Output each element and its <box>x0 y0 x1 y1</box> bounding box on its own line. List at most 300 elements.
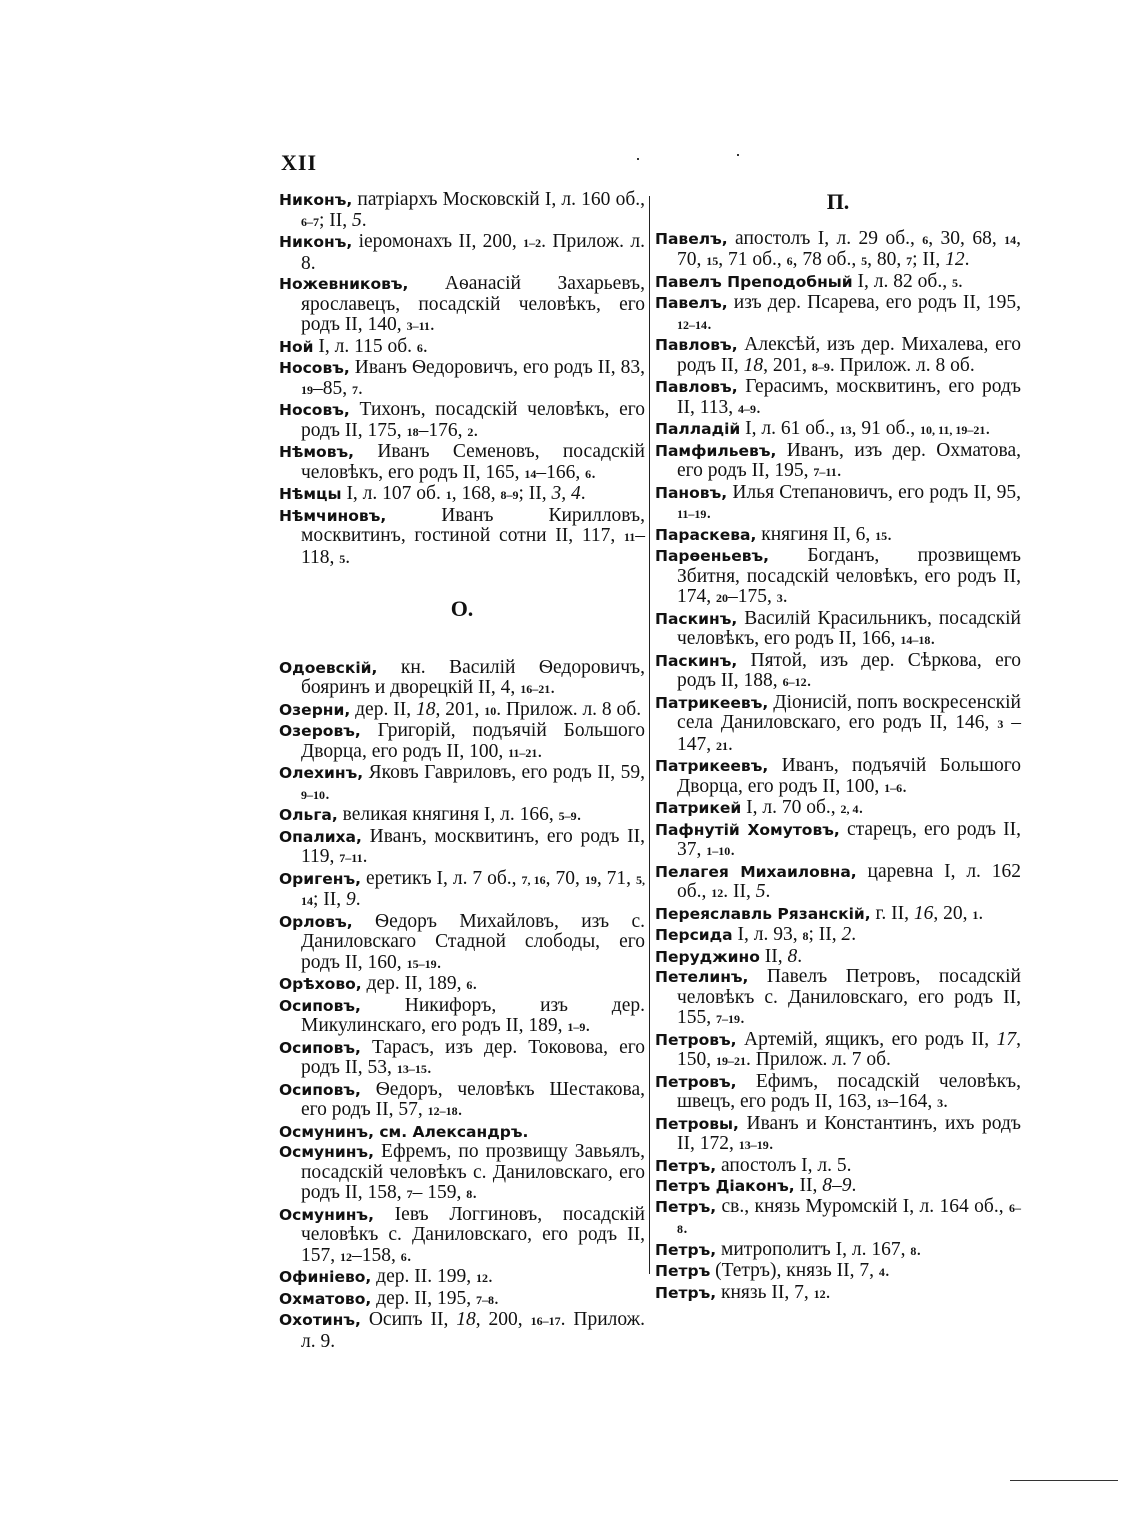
entry-text: . <box>730 839 736 860</box>
line-reference: 1–9 <box>567 1020 586 1034</box>
line-reference: 3–11 <box>406 319 430 333</box>
index-entry <box>279 1289 645 1311</box>
line-reference: 7 <box>352 382 358 397</box>
index-entry <box>655 272 1021 294</box>
entry-headword: Ножевниковъ, <box>279 275 409 293</box>
entry-headword: Опалиха, <box>279 827 362 846</box>
entry-text: , 20, <box>933 902 973 924</box>
entry-text: . <box>851 1175 857 1196</box>
line-reference: 2, 4 <box>840 802 859 816</box>
entry-text: . Прилож. л. 8 об. <box>496 698 642 720</box>
page-reference: 9 <box>346 889 356 910</box>
entry-headword: Пафнутій Хомутовъ, <box>655 820 840 839</box>
left-column <box>279 190 645 1352</box>
entry-text: . <box>426 1057 432 1078</box>
index-entry <box>279 337 645 359</box>
entry-headword: Осмунинъ, <box>279 1205 374 1224</box>
entry-text: I, л. 107 об. <box>341 483 446 504</box>
entry-text: . <box>943 1091 949 1112</box>
index-entry <box>279 658 645 700</box>
entry-text: . <box>436 951 442 973</box>
entry-text: Иванъ Кирилловъ, москвитинъ, гостиной сотни II, 117, <box>301 504 645 546</box>
entry-text: изъ дер. Псарева, его родъ II, 195, <box>727 292 1021 313</box>
line-reference: 20 <box>716 591 728 605</box>
print-speck <box>737 154 739 156</box>
entry-text: Осипъ II, <box>360 1309 457 1330</box>
entry-text: (Тетръ), князь II, 7, <box>710 1260 879 1281</box>
index-entry <box>279 805 645 827</box>
index-entry <box>279 1122 645 1143</box>
entry-text: . <box>580 483 586 504</box>
line-reference: 6 <box>416 340 423 355</box>
line-reference: 8–9 <box>500 488 519 502</box>
line-reference: 6 <box>585 466 592 481</box>
entry-text: . <box>964 249 970 270</box>
section-letter-p: П. <box>826 189 850 214</box>
line-reference: 5 <box>951 275 958 290</box>
entry-text: Иванъ Семеновъ, посадскій человѣкъ, его родъ II, 165, <box>301 441 645 483</box>
page-reference: 16 <box>913 902 934 924</box>
index-entry <box>279 190 645 232</box>
entry-headword: Параскева, <box>655 525 757 544</box>
entry-headword: Орловъ, <box>279 912 353 931</box>
entry-headword: Осиповъ, <box>279 996 361 1015</box>
line-reference: 8 <box>802 929 809 943</box>
line-reference: 5, 14 <box>301 872 645 908</box>
line-reference: 6 <box>400 1249 407 1264</box>
entry-text: – 147, <box>677 712 1021 755</box>
line-reference: 7 <box>906 254 913 268</box>
line-reference: 3 <box>997 717 1004 731</box>
line-reference: 11 <box>623 530 636 544</box>
entry-text: , 71, <box>596 867 636 889</box>
entry-headword: Палладій <box>655 420 741 438</box>
entry-text: старецъ, его родъ II, 37, <box>677 818 1022 860</box>
entry-headword: Павловъ, <box>655 378 738 396</box>
index-entry <box>655 1072 1021 1114</box>
line-reference: 5 <box>861 254 868 268</box>
index-entry <box>655 293 1021 335</box>
entry-text: II, <box>794 1175 823 1196</box>
entry-text: I, л. 82 об., <box>852 270 952 292</box>
line-reference: 15 <box>706 254 719 268</box>
line-reference: 16–17 <box>530 1314 561 1328</box>
entry-headword: Переяславль Рязанскій, <box>655 904 871 923</box>
line-reference: 13 <box>839 423 852 437</box>
entry-headword: Никонъ, <box>279 191 353 209</box>
entry-text: . <box>422 335 428 357</box>
entry-headword: Перуджино <box>655 947 760 966</box>
entry-text: Діонисій, попъ воскресенскій села Даниловскаго, его родъ II, 146, <box>677 691 1021 733</box>
entry-text: дер. II, <box>350 698 416 720</box>
entry-text: апостолъ I, л. 5. <box>716 1154 852 1176</box>
index-entry <box>655 377 1021 419</box>
entry-text: . <box>472 973 478 994</box>
entry-text: Никифоръ, изъ дер. Микулинскаго, его родъ II, 189, <box>301 994 645 1036</box>
entry-headword: Павелъ Преподобный <box>655 272 853 291</box>
entry-text: Алексѣй, изъ дер. Михалева, его родъ II, <box>677 334 1021 376</box>
entry-text: . <box>585 1015 591 1036</box>
entry-headword: Паскинъ, <box>655 609 738 628</box>
entry-headword: Павловъ, <box>655 336 738 354</box>
index-entry <box>279 1267 645 1289</box>
index-entry <box>655 820 1021 862</box>
entry-text: ; II, <box>518 483 552 504</box>
entry-text: царевна I, л. 162 об., <box>677 860 1021 902</box>
index-entry <box>279 869 645 912</box>
line-reference: 12 <box>476 1271 488 1285</box>
index-entry <box>279 358 645 400</box>
entry-text: . Прилож. л. 8. <box>301 231 645 274</box>
entry-headword: Петръ, <box>655 1156 717 1175</box>
entry-headword: Нѣмовъ, <box>279 443 355 461</box>
entry-headword: Оригенъ, <box>279 869 361 888</box>
entry-text: Богданъ, прозвищемъ Збитня, посадскій человѣкъ, его родъ II, 174, <box>677 545 1021 607</box>
index-entry <box>655 335 1021 377</box>
entry-text: митрополитъ I, л. 167, <box>716 1238 911 1260</box>
entry-text: . <box>493 1287 499 1309</box>
index-entry <box>279 700 645 722</box>
index-entry <box>655 798 1021 820</box>
entry-text: Иванъ, изъ дер. Охматова, его родъ II, 195, <box>677 439 1021 481</box>
index-entry <box>655 1176 1021 1197</box>
line-reference: 11–21 <box>508 745 538 760</box>
entry-text: –176, <box>418 419 468 441</box>
entry-headword: Осиповъ, <box>279 1080 361 1099</box>
entry-text: . <box>858 797 864 818</box>
line-reference: 12 <box>340 1249 352 1264</box>
line-reference: 9–10 <box>301 787 325 802</box>
entry-text: . <box>550 677 556 698</box>
entry-headword: Парѳеньевъ, <box>655 547 770 565</box>
entry-text: . <box>902 775 907 797</box>
page-reference: 5 <box>352 209 362 231</box>
index-entry <box>655 609 1021 651</box>
index-entry <box>655 1283 1021 1305</box>
entry-headword: Олехинъ, <box>279 764 364 782</box>
entry-text: . <box>457 1099 463 1120</box>
page-reference: 2 <box>841 924 852 945</box>
entry-text: , 91 об., <box>851 418 920 439</box>
entry-text: Илья Степановичъ, его родъ II, 95, <box>727 481 1021 503</box>
line-reference: 6 <box>922 232 929 247</box>
index-entry <box>279 1205 645 1268</box>
index-entry <box>279 1038 645 1080</box>
section-letter-o: О. <box>450 596 474 621</box>
line-reference: 14–18 <box>900 633 931 647</box>
entry-text: ; II, <box>319 209 353 231</box>
line-reference: 6 <box>786 254 793 268</box>
entry-headword: Ольга, <box>279 806 338 824</box>
line-reference: 5 <box>339 551 346 566</box>
line-reference: 13–19 <box>738 1138 769 1152</box>
entry-text: –164, <box>888 1091 938 1112</box>
entry-text: , 78 об., <box>792 249 862 270</box>
line-reference: 8–9 <box>811 359 830 374</box>
entry-text: . <box>355 889 361 910</box>
line-reference: 4–9 <box>738 401 757 416</box>
entry-text: . <box>361 209 367 231</box>
line-reference: 15 <box>875 528 888 543</box>
page-reference: 17 <box>996 1028 1017 1050</box>
entry-text: . <box>537 740 543 762</box>
entry-headword: Орѣхово, <box>279 975 362 993</box>
index-entry <box>279 912 645 975</box>
entry-list-o <box>279 658 645 1353</box>
entry-text: іеромонахъ II, 200, <box>352 231 524 252</box>
entry-text: ; II, <box>313 889 347 910</box>
entry-text: . <box>836 460 842 481</box>
line-reference: 14 <box>1004 232 1017 247</box>
entry-text: Ефремъ, по прозвищу Завьялъ, посадскій человѣкъ с. Даниловскаго, его родъ II, 158, <box>301 1141 645 1203</box>
index-entry <box>279 763 645 805</box>
entry-text: Иванъ, москвитинъ, его родъ II, 119, <box>301 825 645 867</box>
entry-text: . <box>406 1244 412 1266</box>
entry-text: Ѳедоръ Михайловъ, изъ с. Даниловскаго Стадной слободы, его родъ II, 160, <box>301 910 645 973</box>
line-reference: 1–6 <box>884 780 903 795</box>
index-entry <box>655 419 1021 441</box>
entry-text: . <box>768 1133 774 1154</box>
entry-text: Григорій, подъячій Большого Дворца, его родъ II, 100, <box>301 720 645 762</box>
entry-text: –158, <box>352 1244 401 1266</box>
entry-headword: Петръ <box>655 1262 711 1280</box>
line-reference: 1–10 <box>706 844 731 858</box>
page-number: XII <box>281 150 318 175</box>
entry-text: . <box>325 782 330 804</box>
entry-list-n <box>279 190 645 569</box>
entry-headword: Павелъ, <box>655 229 728 248</box>
line-reference: 6–12 <box>782 675 807 689</box>
entry-list-p <box>655 229 1021 1305</box>
entry-headword: Озеровъ, <box>279 722 361 740</box>
entry-text: –85, <box>313 377 352 399</box>
index-entry <box>655 756 1021 798</box>
index-entry <box>279 484 645 506</box>
entry-headword: Осмунинъ, см. Александръ. <box>279 1122 529 1141</box>
entry-headword: Озерни, <box>279 700 351 719</box>
index-entry <box>279 1080 645 1122</box>
entry-headword: Петровъ, <box>655 1030 737 1049</box>
entry-text: патріархъ Московскій I, л. 160 об., <box>352 189 645 210</box>
line-reference: 10 <box>484 703 497 718</box>
entry-headword: Нѣмчиновъ, <box>279 506 387 525</box>
entry-text: , 201, <box>435 698 485 720</box>
entry-text: , 71 об., <box>718 249 787 270</box>
entry-headword: Офиніево, <box>279 1268 372 1286</box>
entry-text: св., князь Муромскій I, л. 164 об., <box>716 1195 1009 1217</box>
entry-text: – 159, <box>412 1182 467 1203</box>
entry-text: . <box>806 670 812 691</box>
entry-text: . <box>825 1281 831 1303</box>
line-reference: 1 <box>445 488 452 502</box>
entry-text: князь II, 7, <box>716 1281 814 1303</box>
line-reference: 7–11 <box>339 851 363 865</box>
line-reference: 8 <box>466 1187 473 1201</box>
entry-text: . <box>345 546 351 568</box>
entry-headword: Патрикеевъ, <box>655 693 769 712</box>
line-reference: 7–19 <box>716 1012 740 1026</box>
index-entry <box>655 1240 1021 1262</box>
entry-text: . <box>765 881 771 902</box>
index-entry <box>655 967 1021 1030</box>
entry-text: Василій Красильникъ, посадскій человѣкъ, его родъ II, 166, <box>677 607 1021 649</box>
line-reference: 10, 11, 19–21 <box>920 423 986 437</box>
entry-headword: Петръ Діаконъ, <box>655 1177 795 1195</box>
entry-text: . <box>740 1007 745 1028</box>
index-entry <box>655 693 1021 757</box>
entry-text: –166, <box>536 461 586 483</box>
index-entry <box>279 274 645 337</box>
line-reference: 8 <box>910 1243 917 1258</box>
entry-text: ; II, <box>912 249 946 270</box>
entry-text: Артемій, ящикъ, его родъ II, <box>736 1028 997 1050</box>
index-entry <box>279 506 645 570</box>
line-reference: 7–11 <box>813 465 837 479</box>
entry-text: , 80, <box>867 249 907 270</box>
entry-text: . <box>706 502 712 523</box>
entry-headword: Патрикей <box>655 799 742 817</box>
entry-headword: Пелагея Михаиловна, <box>655 862 857 881</box>
entry-text: . <box>488 1266 493 1287</box>
line-reference: 12–14 <box>677 317 707 332</box>
entry-text: –118, <box>301 525 645 568</box>
entry-headword: Ной <box>279 337 314 356</box>
entry-text: . <box>930 628 936 649</box>
index-entry <box>279 400 645 442</box>
entry-headword: Петровы, <box>655 1114 739 1133</box>
entry-text: ; II, <box>808 924 842 945</box>
entry-text: , 70, <box>545 867 585 889</box>
index-entry <box>279 721 645 763</box>
entry-text: . <box>473 419 479 441</box>
page-reference: 18 <box>743 354 764 376</box>
entry-text: . <box>707 312 712 334</box>
entry-text: еретикъ I, л. 7 об., <box>361 867 522 889</box>
index-entry <box>655 651 1021 693</box>
index-entry <box>279 996 645 1038</box>
entry-text: кн. Василій Ѳедоровичъ, бояринъ и дворецкій II, 4, <box>301 656 645 698</box>
entry-text: I, л. 93, <box>732 924 803 945</box>
index-entry <box>655 1156 1021 1177</box>
line-reference: 12 <box>813 1286 826 1301</box>
line-reference: 6 <box>466 978 473 992</box>
entry-headword: Пановъ, <box>655 483 728 502</box>
index-entry <box>279 1142 645 1205</box>
line-reference: 19 <box>301 382 313 397</box>
entry-text: . <box>782 586 788 607</box>
entry-text: апостолъ I, л. 29 об., <box>727 227 923 249</box>
entry-text: . <box>851 924 857 945</box>
entry-text: , 168, <box>451 483 501 504</box>
page-reference: 8–9 <box>822 1175 852 1196</box>
entry-text: Тарасъ, изъ дер. Токовова, его родъ II, 53, <box>301 1036 645 1078</box>
column-divider <box>649 196 650 1274</box>
entry-headword: Патрикеевъ, <box>655 757 769 775</box>
entry-text: Иванъ, подъячій Большого Дворца, его родъ II, 100, <box>677 755 1021 797</box>
index-entry <box>655 1197 1021 1240</box>
entry-text: , 70, <box>677 227 1021 270</box>
line-reference: 4 <box>878 1265 885 1279</box>
index-entry <box>655 1261 1021 1283</box>
entry-headword: Павелъ, <box>655 294 728 312</box>
entry-text: , 201, <box>763 354 812 376</box>
right-column <box>655 190 1021 1304</box>
entry-text: I, л. 61 об., <box>740 418 840 439</box>
entry-text: великая княгиня I, л. 166, <box>337 804 559 825</box>
entry-headword: Петръ, <box>655 1240 717 1259</box>
line-reference: 6–8 <box>677 1200 1021 1236</box>
entry-text: , 150, <box>677 1028 1021 1070</box>
line-reference: 1 <box>972 907 979 922</box>
index-entry <box>655 1030 1021 1072</box>
entry-text: . <box>756 396 761 418</box>
entry-headword: Нѣмцы <box>279 485 342 503</box>
entry-text: Яковъ Гавриловъ, его родъ II, 59, <box>363 762 645 783</box>
entry-text: . <box>429 314 435 335</box>
entry-headword: Петровъ, <box>655 1072 737 1091</box>
line-reference: 6–7 <box>301 214 319 229</box>
entry-text: I, л. 70 об., <box>741 797 841 818</box>
line-reference: 13–15 <box>396 1062 427 1076</box>
line-reference: 13 <box>876 1096 889 1110</box>
index-entry <box>655 1114 1021 1156</box>
index-entry <box>655 947 1021 968</box>
entry-headword: Охматово, <box>279 1289 372 1308</box>
bottom-rule <box>1010 1480 1118 1481</box>
entry-text: I, л. 115 об. <box>313 335 417 357</box>
entry-headword: Памфильевъ, <box>655 441 777 460</box>
entry-text: . <box>472 1182 478 1203</box>
index-entry <box>279 827 645 869</box>
index-entry <box>655 862 1021 904</box>
entry-text: . <box>576 804 582 825</box>
entry-text: Ефимъ, посадскій человѣкъ, швецъ, его родъ II, 163, <box>677 1070 1021 1112</box>
entry-text: дер. II, 189, <box>361 973 467 994</box>
line-reference: 2 <box>467 424 474 439</box>
entry-text: Ѳедоръ, человѣкъ Шестакова, его родъ II, 57, <box>301 1078 645 1120</box>
line-reference: 1–2 <box>523 236 542 250</box>
line-reference: 11–19 <box>677 507 707 521</box>
entry-text: . Прилож. л. 8 об. <box>829 354 975 376</box>
entry-text: Тихонъ, посадскій человѣкъ, его родъ II, 175, <box>301 399 645 441</box>
entry-text: . <box>916 1238 922 1260</box>
entry-text: дер. II, 195, <box>371 1287 476 1309</box>
line-reference: 14 <box>524 466 537 481</box>
index-entry <box>279 974 645 996</box>
entry-text: . <box>591 461 597 483</box>
entry-headword: Носовъ, <box>279 401 350 419</box>
entry-headword: Носовъ, <box>279 359 350 377</box>
entry-headword: Петръ, <box>655 1283 717 1302</box>
line-reference: 21 <box>716 738 728 753</box>
index-entry <box>655 925 1021 947</box>
entry-text: . <box>728 733 733 755</box>
entry-text: . II, <box>723 881 756 902</box>
entry-headword: Одоевскій, <box>279 658 378 677</box>
page-reference: 18 <box>415 698 436 720</box>
index-entry <box>279 232 645 274</box>
entry-headword: Петръ, <box>655 1197 717 1216</box>
entry-text: . Прилож. л. 7 об. <box>746 1049 891 1070</box>
entry-headword: Никонъ, <box>279 233 353 251</box>
entry-headword: Охотинъ, <box>279 1311 361 1329</box>
entry-text: дер. II. 199, <box>371 1266 476 1287</box>
entry-text: Аѳанасій Захарьевъ, ярославецъ, посадскій человѣкъ, его родъ II, 140, <box>301 273 645 335</box>
index-entry <box>655 546 1021 609</box>
line-reference: 12–18 <box>427 1104 458 1118</box>
entry-text: , 200, <box>475 1309 531 1330</box>
entry-headword: Осмунинъ, <box>279 1143 374 1161</box>
